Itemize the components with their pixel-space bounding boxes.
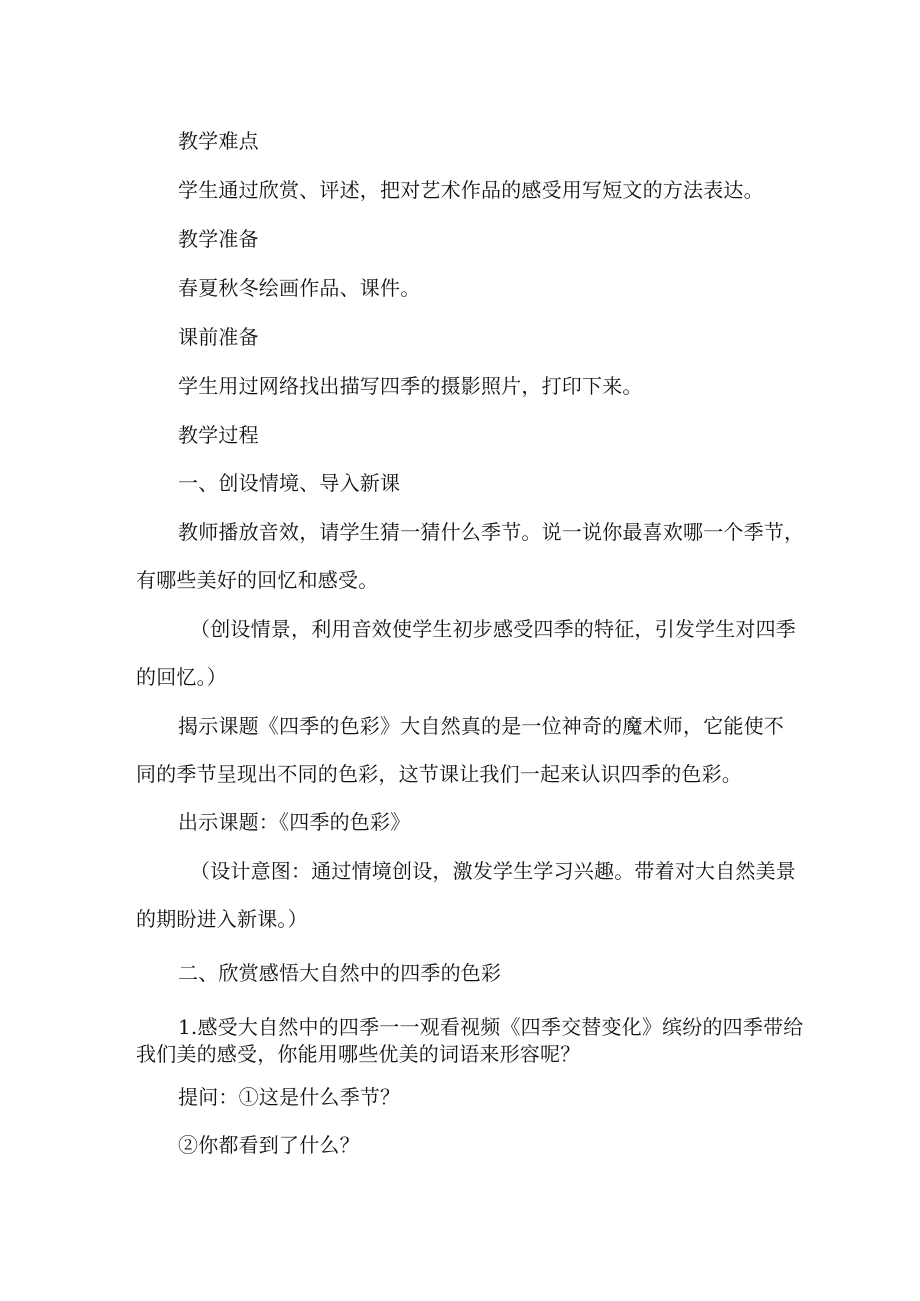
paragraph-line: 春夏秋冬绘画作品、课件。 (178, 276, 421, 300)
paragraph-line: 有哪些美好的回忆和感受。 (136, 568, 379, 592)
note-line: 的回忆。） (136, 665, 227, 689)
paragraph-line: 同的季节呈现出不同的色彩，这节课让我们一起来认识四季的色彩。 (136, 762, 742, 786)
note-line: （创设情景，利用音效使学生初步感受四季的特征，引发学生对四季 (190, 617, 796, 641)
question-line: 提问：①这是什么季节？ (178, 1085, 401, 1109)
question-line: ②你都看到了什么？ (178, 1133, 360, 1157)
paragraph-line: 1.感受大自然中的四季一一观看视频《四季交替变化》缤纷的四季带给 (178, 1015, 804, 1039)
section-heading-1: 一、创设情境、导入新课 (178, 471, 401, 495)
paragraph-line: 学生通过欣赏、评述，把对艺术作品的感受用写短文的方法表达。 (178, 178, 764, 202)
note-line: （设计意图：通过情境创设，激发学生学习兴趣。带着对大自然美景 (190, 859, 796, 883)
paragraph-line: 教师播放音效，请学生猜一猜什么季节。说一说你最喜欢哪一个季节， (178, 520, 805, 544)
heading-pre-class-preparation: 课前准备 (178, 325, 259, 349)
heading-teaching-preparation: 教学准备 (178, 227, 259, 251)
heading-teaching-process: 教学过程 (178, 423, 259, 447)
paragraph-line: 我们美的感受，你能用哪些优美的词语来形容呢？ (136, 1042, 581, 1066)
paragraph-line: 出示课题：《四季的色彩》 (178, 810, 411, 834)
section-heading-2: 二、欣赏感悟大自然中的四季的色彩 (178, 961, 502, 985)
heading-teaching-difficulty: 教学难点 (178, 129, 259, 153)
paragraph-line: 学生用过网络找出描写四季的摄影照片，打印下来。 (178, 374, 643, 398)
paragraph-line: 揭示课题《四季的色彩》大自然真的是一位神奇的魔术师，它能使不 (178, 714, 784, 738)
note-line: 的期盼进入新课。） (136, 907, 308, 931)
